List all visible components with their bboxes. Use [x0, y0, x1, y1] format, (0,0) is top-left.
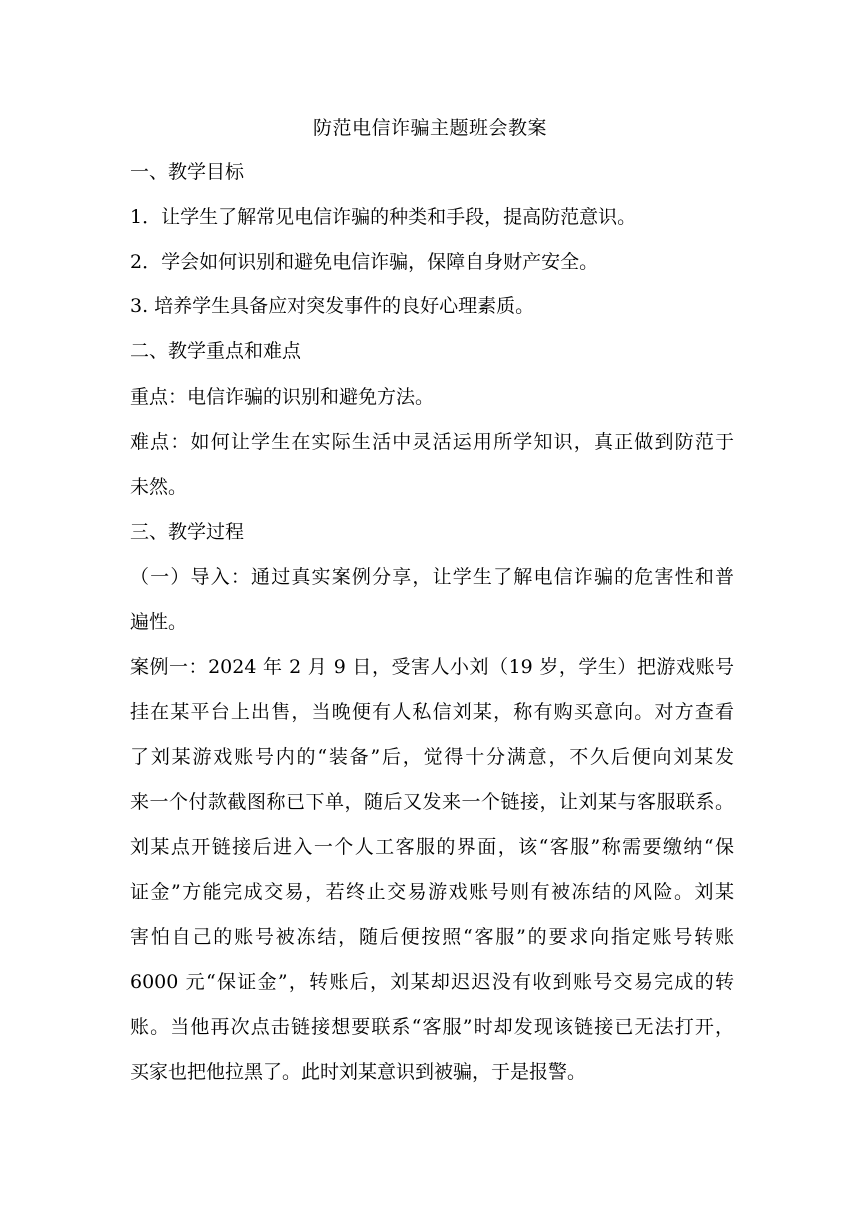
case-paragraph-line: 来一个付款截图称已下单，随后又发来一个链接，让刘某与客服联系。 — [130, 791, 734, 813]
difficulty-line-cont: 未然。 — [130, 476, 188, 498]
case-paragraph-line: 买家也把他拉黑了。此时刘某意识到被骗，于是报警。 — [130, 1061, 587, 1083]
case-paragraph-line: 刘某点开链接后进入一个人工客服的界面，该“客服”称需要缴纳“保 — [130, 836, 734, 858]
case-paragraph-line: 了刘某游戏账号内的“装备”后，觉得十分满意，不久后便向刘某发 — [130, 746, 734, 768]
intro-line: （一）导入：通过真实案例分享，让学生了解电信诈骗的危害性和普 — [130, 566, 734, 588]
case-paragraph-line: 挂在某平台上出售，当晚便有人私信刘某，称有购买意向。对方查看 — [130, 701, 734, 723]
case-paragraph-line: 6000 元“保证金”，转账后，刘某却迟迟没有收到账号交易完成的转 — [130, 971, 734, 993]
section-heading-objectives: 一、教学目标 — [130, 161, 245, 183]
section-heading-process: 三、教学过程 — [130, 521, 245, 543]
section-heading-key-points: 二、教学重点和难点 — [130, 340, 302, 362]
case-paragraph-line: 证金”方能完成交易，若终止交易游戏账号则有被冻结的风险。刘某 — [130, 881, 734, 903]
objective-item-1: 1．让学生了解常见电信诈骗的种类和手段，提高防范意识。 — [130, 206, 637, 228]
document-title: 防范电信诈骗主题班会教案 — [312, 117, 547, 139]
case-paragraph-line: 案例一：2024 年 2 月 9 日，受害人小刘（19 岁，学生）把游戏账号 — [130, 656, 734, 678]
case-paragraph-line: 账。当他再次点击链接想要联系“客服”时却发现该链接已无法打开， — [130, 1016, 734, 1038]
objective-item-2: 2．学会如何识别和避免电信诈骗，保障自身财产安全。 — [130, 251, 599, 273]
objective-item-3: 3. 培养学生具备应对突发事件的良好心理素质。 — [130, 295, 535, 317]
intro-line-cont: 遍性。 — [130, 611, 188, 633]
key-point-line: 重点：电信诈骗的识别和避免方法。 — [130, 386, 435, 408]
case-paragraph-line: 害怕自己的账号被冻结，随后便按照“客服”的要求向指定账号转账 — [130, 926, 734, 948]
difficulty-line: 难点：如何让学生在实际生活中灵活运用所学知识，真正做到防范于 — [130, 431, 734, 453]
